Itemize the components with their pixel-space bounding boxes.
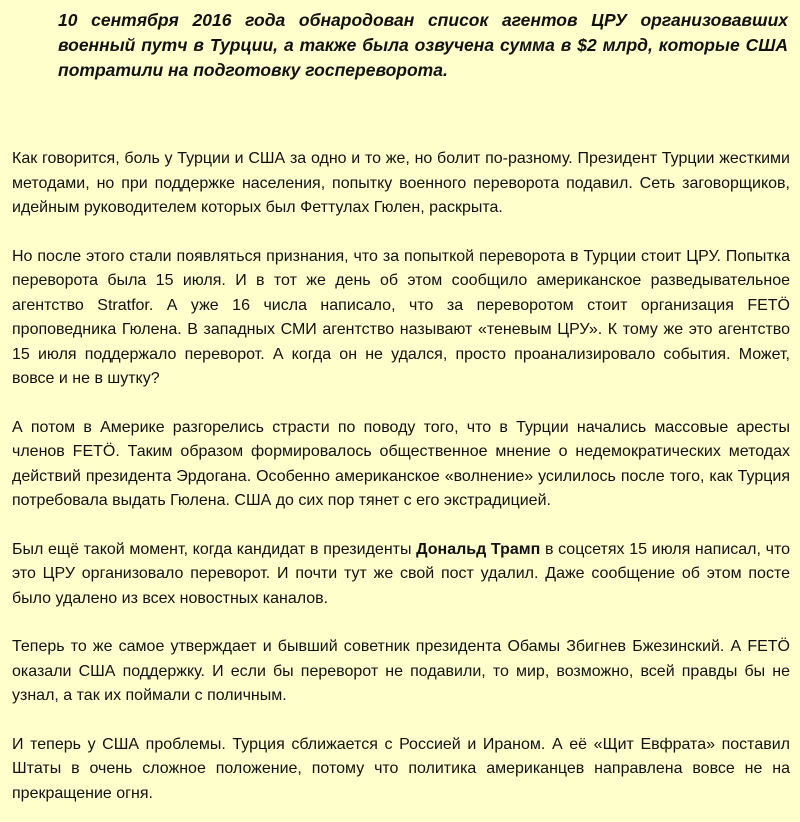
paragraph-6: И теперь у США проблемы. Турция сближается с Россией и Ираном. А её «Щит Евфрата» поставил Штаты в очень сложное положение, потому что политика американцев направлена вовсе не на прекращение огня. — [12, 735, 790, 802]
paragraph-2: Но после этого стали появляться признания, что за попыткой переворота в Турции стоит ЦРУ. Попытка переворота была 15 июля. И в тот же день об этом сообщило американское разведывательное агентство Stratfor. А уже 16 числа написало, что за переворотом стоит организация FETÖ проповедника Гюлена. В западных СМИ агентство называют «теневым ЦРУ». К тому же это агентство 15 июля поддержало переворот. А когда он не удался, просто проанализировало события. Может, вовсе и не в шутку? — [12, 247, 790, 387]
paragraph-1: Как говорится, боль у Турции и США за одно и то же, но болит по-разному. Президент Турции жесткими методами, но при поддержке населения, попытку военного переворота подавил. Сеть заговорщиков, идейным руководителем которых был Феттулах Гюлен, раскрыта. — [12, 150, 790, 216]
article-body — [12, 147, 790, 806]
paragraph-3: А потом в Америке разгорелись страсти по поводу того, что в Турции начались массовые аресты членов FETÖ. Таким образом формировалось общественное мнение о недемократических методах действий президента Эрдогана. Особенно американское «волнение» усилилось после того, как Турция потребовала выдать Гюлена. США до сих пор тянет с его экстрадицией. — [12, 418, 790, 509]
paragraph-4 — [12, 538, 790, 612]
article-lead: 10 сентября 2016 года обнародован список агентов ЦРУ организовавших военный путч в Турции, а также была озвучена сумма в $2 млрд, которые США потратили на подготовку госпереворота. — [58, 10, 788, 80]
paragraph-5: Теперь то же самое утверждает и бывший советник президента Обамы Збигнев Бжезинский. А FETÖ оказали США поддержку. И если бы переворот не подавили, то мир, возможно, всей правды бы не узнал, а так их поймали с поличным. — [12, 638, 790, 704]
paragraph-4-text-after: в соцсетях 15 июля написал, что это ЦРУ организовало переворот. И почти тут же свой пост удалил. Даже сообщение об этом посте было удалено из всех новостных каналов. — [12, 540, 791, 607]
paragraph-4-text-before: Был ещё такой момент, когда кандидат в президенты — [12, 540, 417, 558]
person-name-bold: Дональд Трамп — [416, 540, 541, 558]
